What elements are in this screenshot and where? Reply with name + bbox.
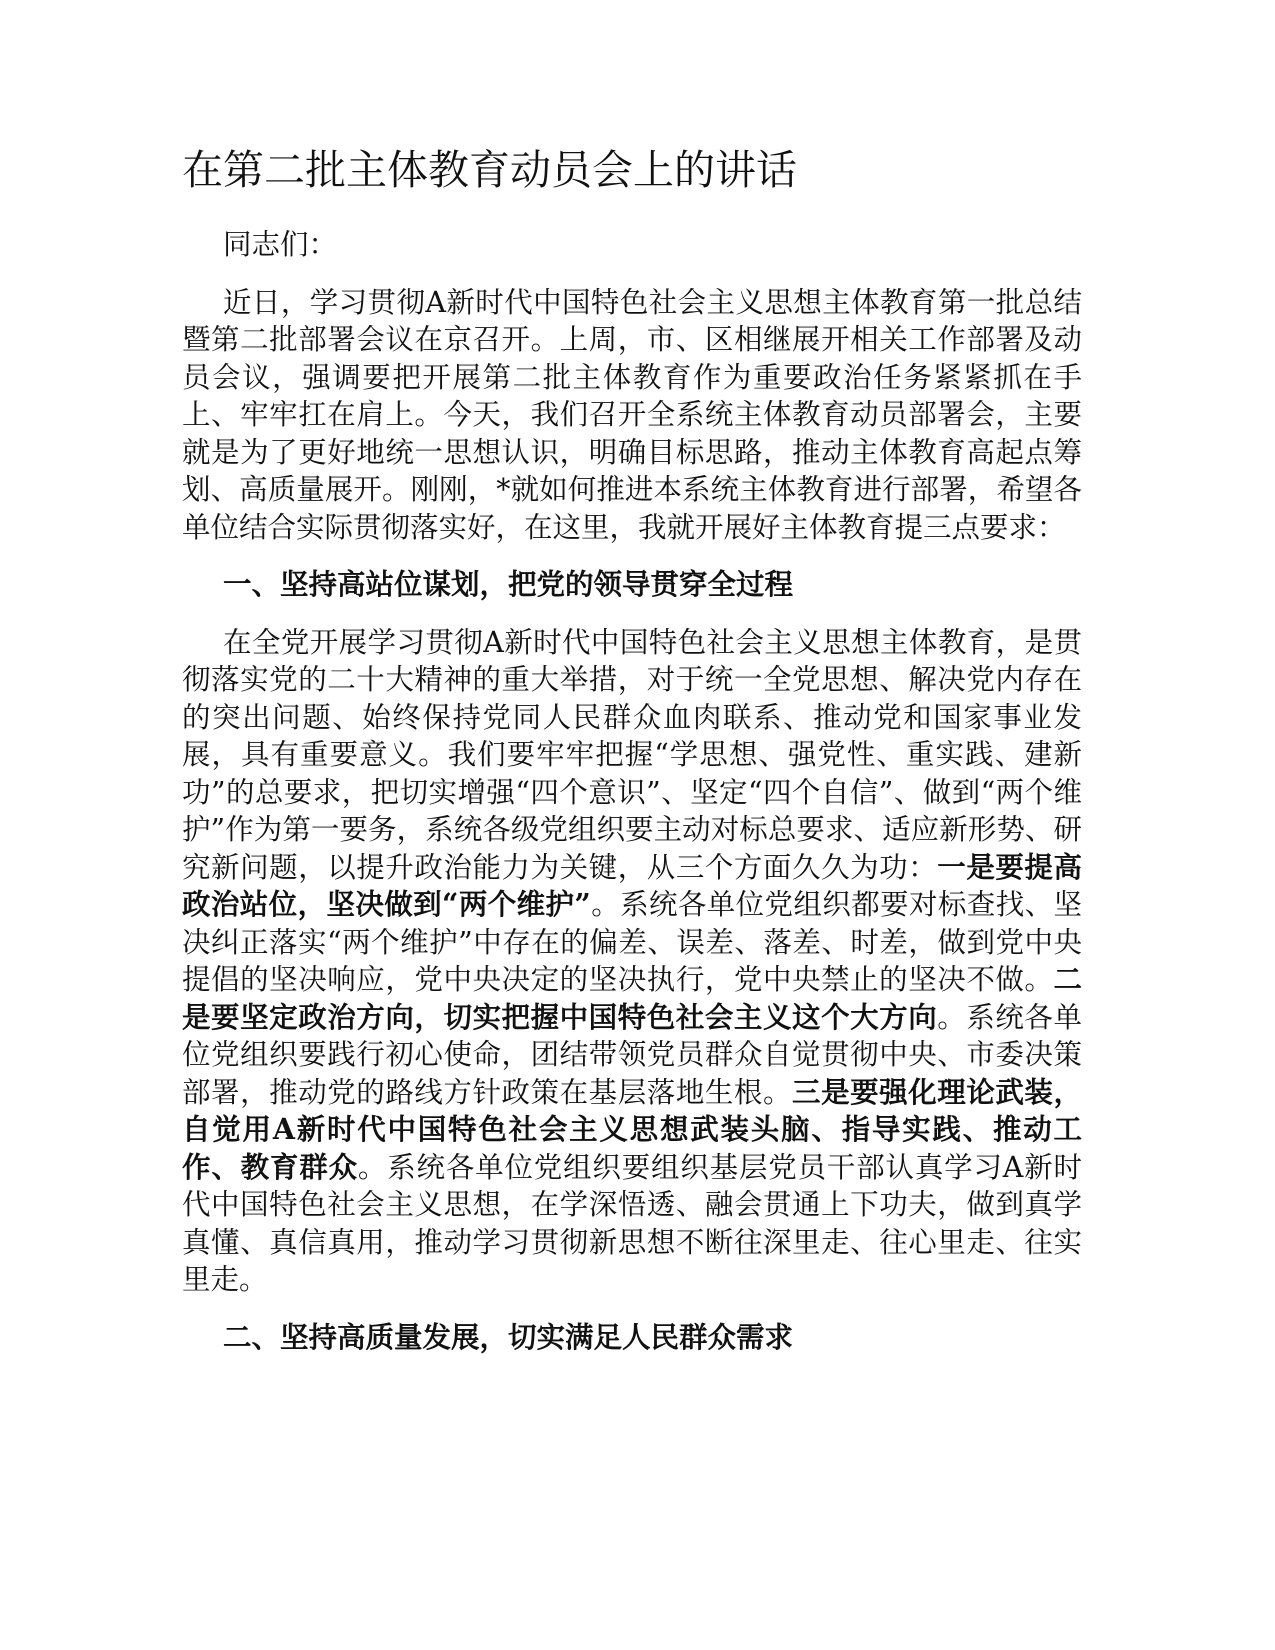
- section-1-point-1: 一是要提高政治站位，坚决做到“两个维护”: [182, 849, 1082, 921]
- section-1-point-3: 三是要强化理论武装，自觉用A新时代中国特色社会主义思想武装头脑、指导实践、推动工作、教育群众: [182, 1074, 1082, 1184]
- section-1-heading: 一、坚持高站位谋划，把党的领导贯穿全过程: [223, 567, 794, 601]
- section-1-text-3: 。系统各单位党组织要践行初心使命，团结带领党员群众自觉贯彻中央、市委决策部署，推动党的路线方针政策在基层落地生根。: [182, 1000, 1082, 1109]
- section-2-heading: 二、坚持高质量发展，切实满足人民群众需求: [223, 1319, 794, 1354]
- document-page: [182, 140, 1082, 1376]
- greeting: 同志们：: [223, 228, 338, 261]
- section-1-text-1: 在全党开展学习贯彻A新时代中国特色社会主义思想主体教育，是贯彻落实党的二十大精神的重大举措，对于统一全党思想、解决党内存在的突出问题、始终保持党同人民群众血肉联系、推动党和国家事业发展，具有重要意义。我们要牢牢把握“学思想、强党性、重实践、建新功”的总要求，把切实增强“四个意识”、坚定“四个自信”、做到“两个维护”作为第一要务，系统各级党组织要主动对标总要求、适应新形势、研究新问题，以提升政治能力为关键，从三个方面久久为功：: [182, 625, 1082, 884]
- section-1-paragraph: [182, 624, 1082, 1299]
- document-title: 在第二批主体教育动员会上的讲话: [182, 146, 797, 194]
- section-1-point-2: 二是要坚定政治方向，切实把握中国特色社会主义这个大方向: [182, 962, 1082, 1034]
- section-1-text-4: 。系统各单位党组织要组织基层党员干部认真学习A新时代中国特色社会主义思想，在学深悟透、融会贯通上下功夫，做到真学真懂、真信真用，推动学习贯彻新思想不断往深里走、往心里走、往实里走。: [182, 1150, 1082, 1296]
- intro-paragraph: 近日，学习贯彻A新时代中国特色社会主义思想主体教育第一批总结暨第二批部署会议在京召开。上周，市、区相继展开相关工作部署及动员会议，强调要把开展第二批主体教育作为重要政治任务紧紧抓在手上、牢牢扛在肩上。今天，我们召开全系统主体教育动员部署会，主要就是为了更好地统一思想认识，明确目标思路，推动主体教育高起点筹划、高质量展开。刚刚，*就如何推进本系统主体教育进行部署，希望各单位结合实际贯彻落实好，在这里，我就开展好主体教育提三点要求：: [182, 285, 1082, 544]
- section-1-text-2: 。系统各单位党组织都要对标查找、坚决纠正落实“两个维护”中存在的偏差、误差、落差、时差，做到党中央提倡的坚决响应，党中央决定的坚决执行，党中央禁止的坚决不做。: [182, 888, 1082, 996]
